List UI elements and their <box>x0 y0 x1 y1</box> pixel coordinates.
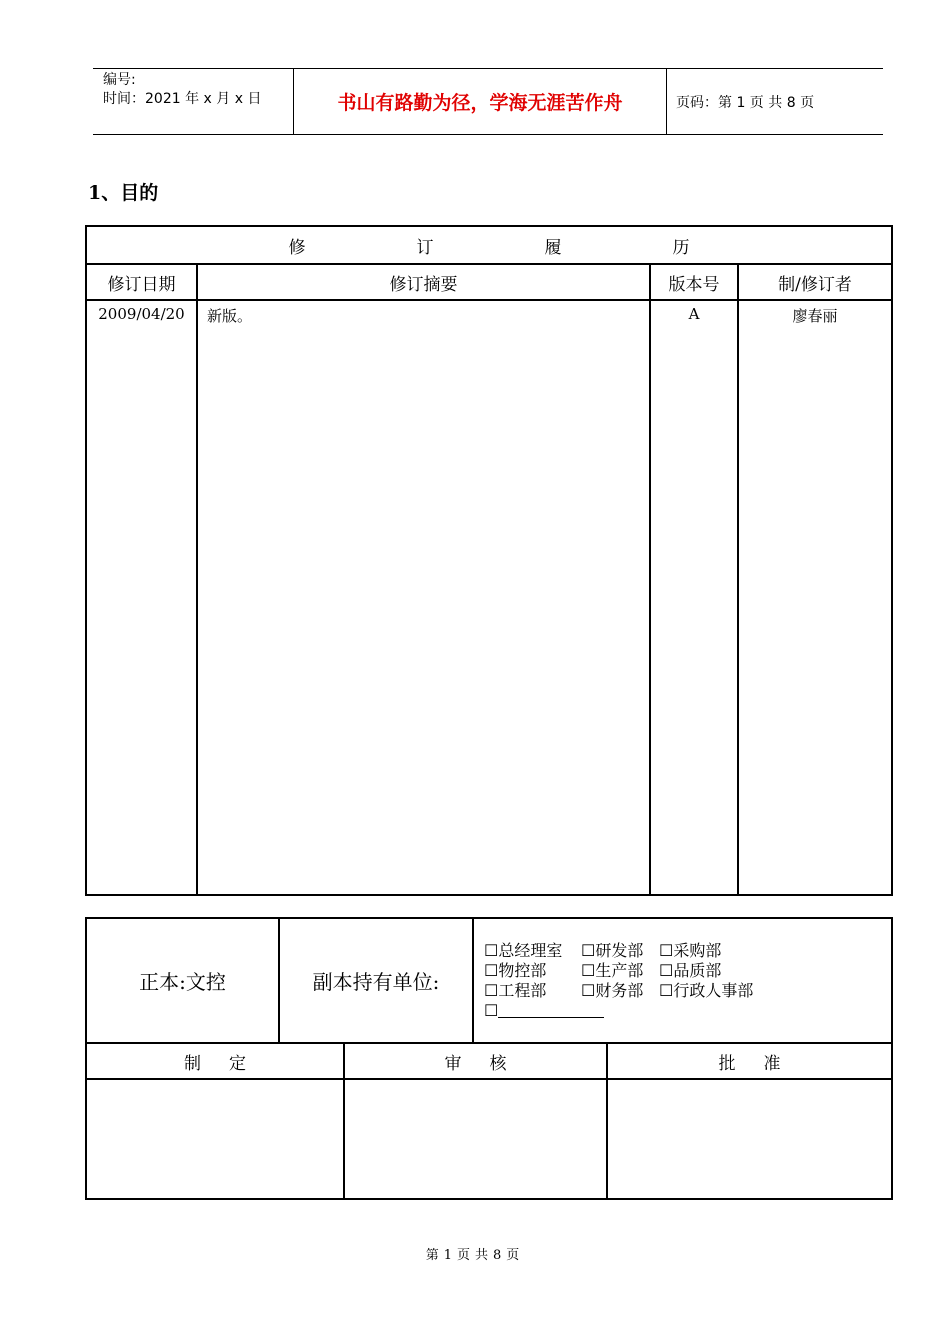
signature-box-prepare[interactable] <box>86 1079 344 1199</box>
document-number-label: 编号: <box>103 72 136 88</box>
checkbox-engineering[interactable]: ☐工程部 <box>484 980 547 1000</box>
revision-history-table <box>85 225 893 896</box>
signature-box-approve[interactable] <box>607 1079 892 1199</box>
checkbox-purchasing[interactable]: ☐采购部 <box>659 940 722 960</box>
column-header-author: 制/修订者 <box>738 264 892 300</box>
revision-summary: 新版。 <box>197 300 650 895</box>
revision-version: A <box>650 300 738 895</box>
revision-date: 2009/04/20 <box>86 300 197 895</box>
checkbox-other[interactable]: ☐ <box>484 1000 499 1020</box>
header-info <box>93 69 294 134</box>
title-char: 历 <box>672 237 690 258</box>
checkbox-quality[interactable]: ☐品质部 <box>659 960 722 980</box>
other-department-blank <box>498 1001 604 1018</box>
checkbox-material-control[interactable]: ☐物控部 <box>484 960 547 980</box>
footer-text: 页 <box>506 1248 520 1263</box>
signature-header-prepare <box>86 1043 344 1079</box>
footer-text: 页 <box>456 1248 470 1263</box>
page-header <box>93 68 883 135</box>
column-header-version: 版本号 <box>650 264 738 300</box>
footer-page-current: 1 <box>443 1248 452 1263</box>
footer-text: 共 <box>475 1248 489 1263</box>
checkbox-finance[interactable]: ☐财务部 <box>581 980 644 1000</box>
header-char: 准 <box>763 1053 781 1074</box>
title-char: 订 <box>416 237 434 258</box>
title-char: 修 <box>288 237 306 258</box>
section-title: 1、目的 <box>88 182 159 204</box>
header-page-number: 页码：第 1 页 共 8 页 <box>676 94 815 111</box>
checkbox-rd[interactable]: ☐研发部 <box>581 940 644 960</box>
distribution-approval-table <box>85 917 893 1200</box>
department-checkboxes <box>473 918 892 1043</box>
title-char: 履 <box>544 237 562 258</box>
footer-page-total: 8 <box>493 1248 502 1263</box>
checkbox-general-manager[interactable]: ☐总经理室 <box>484 940 563 960</box>
checkbox-production[interactable]: ☐生产部 <box>581 960 644 980</box>
header-slogan: 书山有路勤为径，学海无涯苦作舟 <box>294 69 667 134</box>
header-char: 批 <box>718 1053 736 1074</box>
column-header-summary: 修订摘要 <box>197 264 650 300</box>
copy-holder-label: 副本持有单位: <box>279 918 473 1043</box>
signature-box-review[interactable] <box>344 1079 607 1199</box>
header-char: 审 <box>444 1053 462 1074</box>
document-time: 时间：2021 年 x 月 x 日 <box>103 91 262 107</box>
signature-header-review <box>344 1043 607 1079</box>
header-char: 定 <box>229 1053 246 1074</box>
page-footer <box>0 1244 950 1263</box>
header-char: 制 <box>184 1053 201 1074</box>
column-header-date: 修订日期 <box>86 264 197 300</box>
footer-text: 第 <box>425 1248 439 1263</box>
original-holder: 正本:文控 <box>86 918 279 1043</box>
revision-history-title <box>86 226 892 264</box>
signature-header-approve <box>607 1043 892 1079</box>
header-char: 核 <box>489 1053 507 1074</box>
table-row <box>86 300 892 895</box>
revision-author: 廖春丽 <box>738 300 892 895</box>
checkbox-admin-hr[interactable]: ☐行政人事部 <box>659 980 754 1000</box>
